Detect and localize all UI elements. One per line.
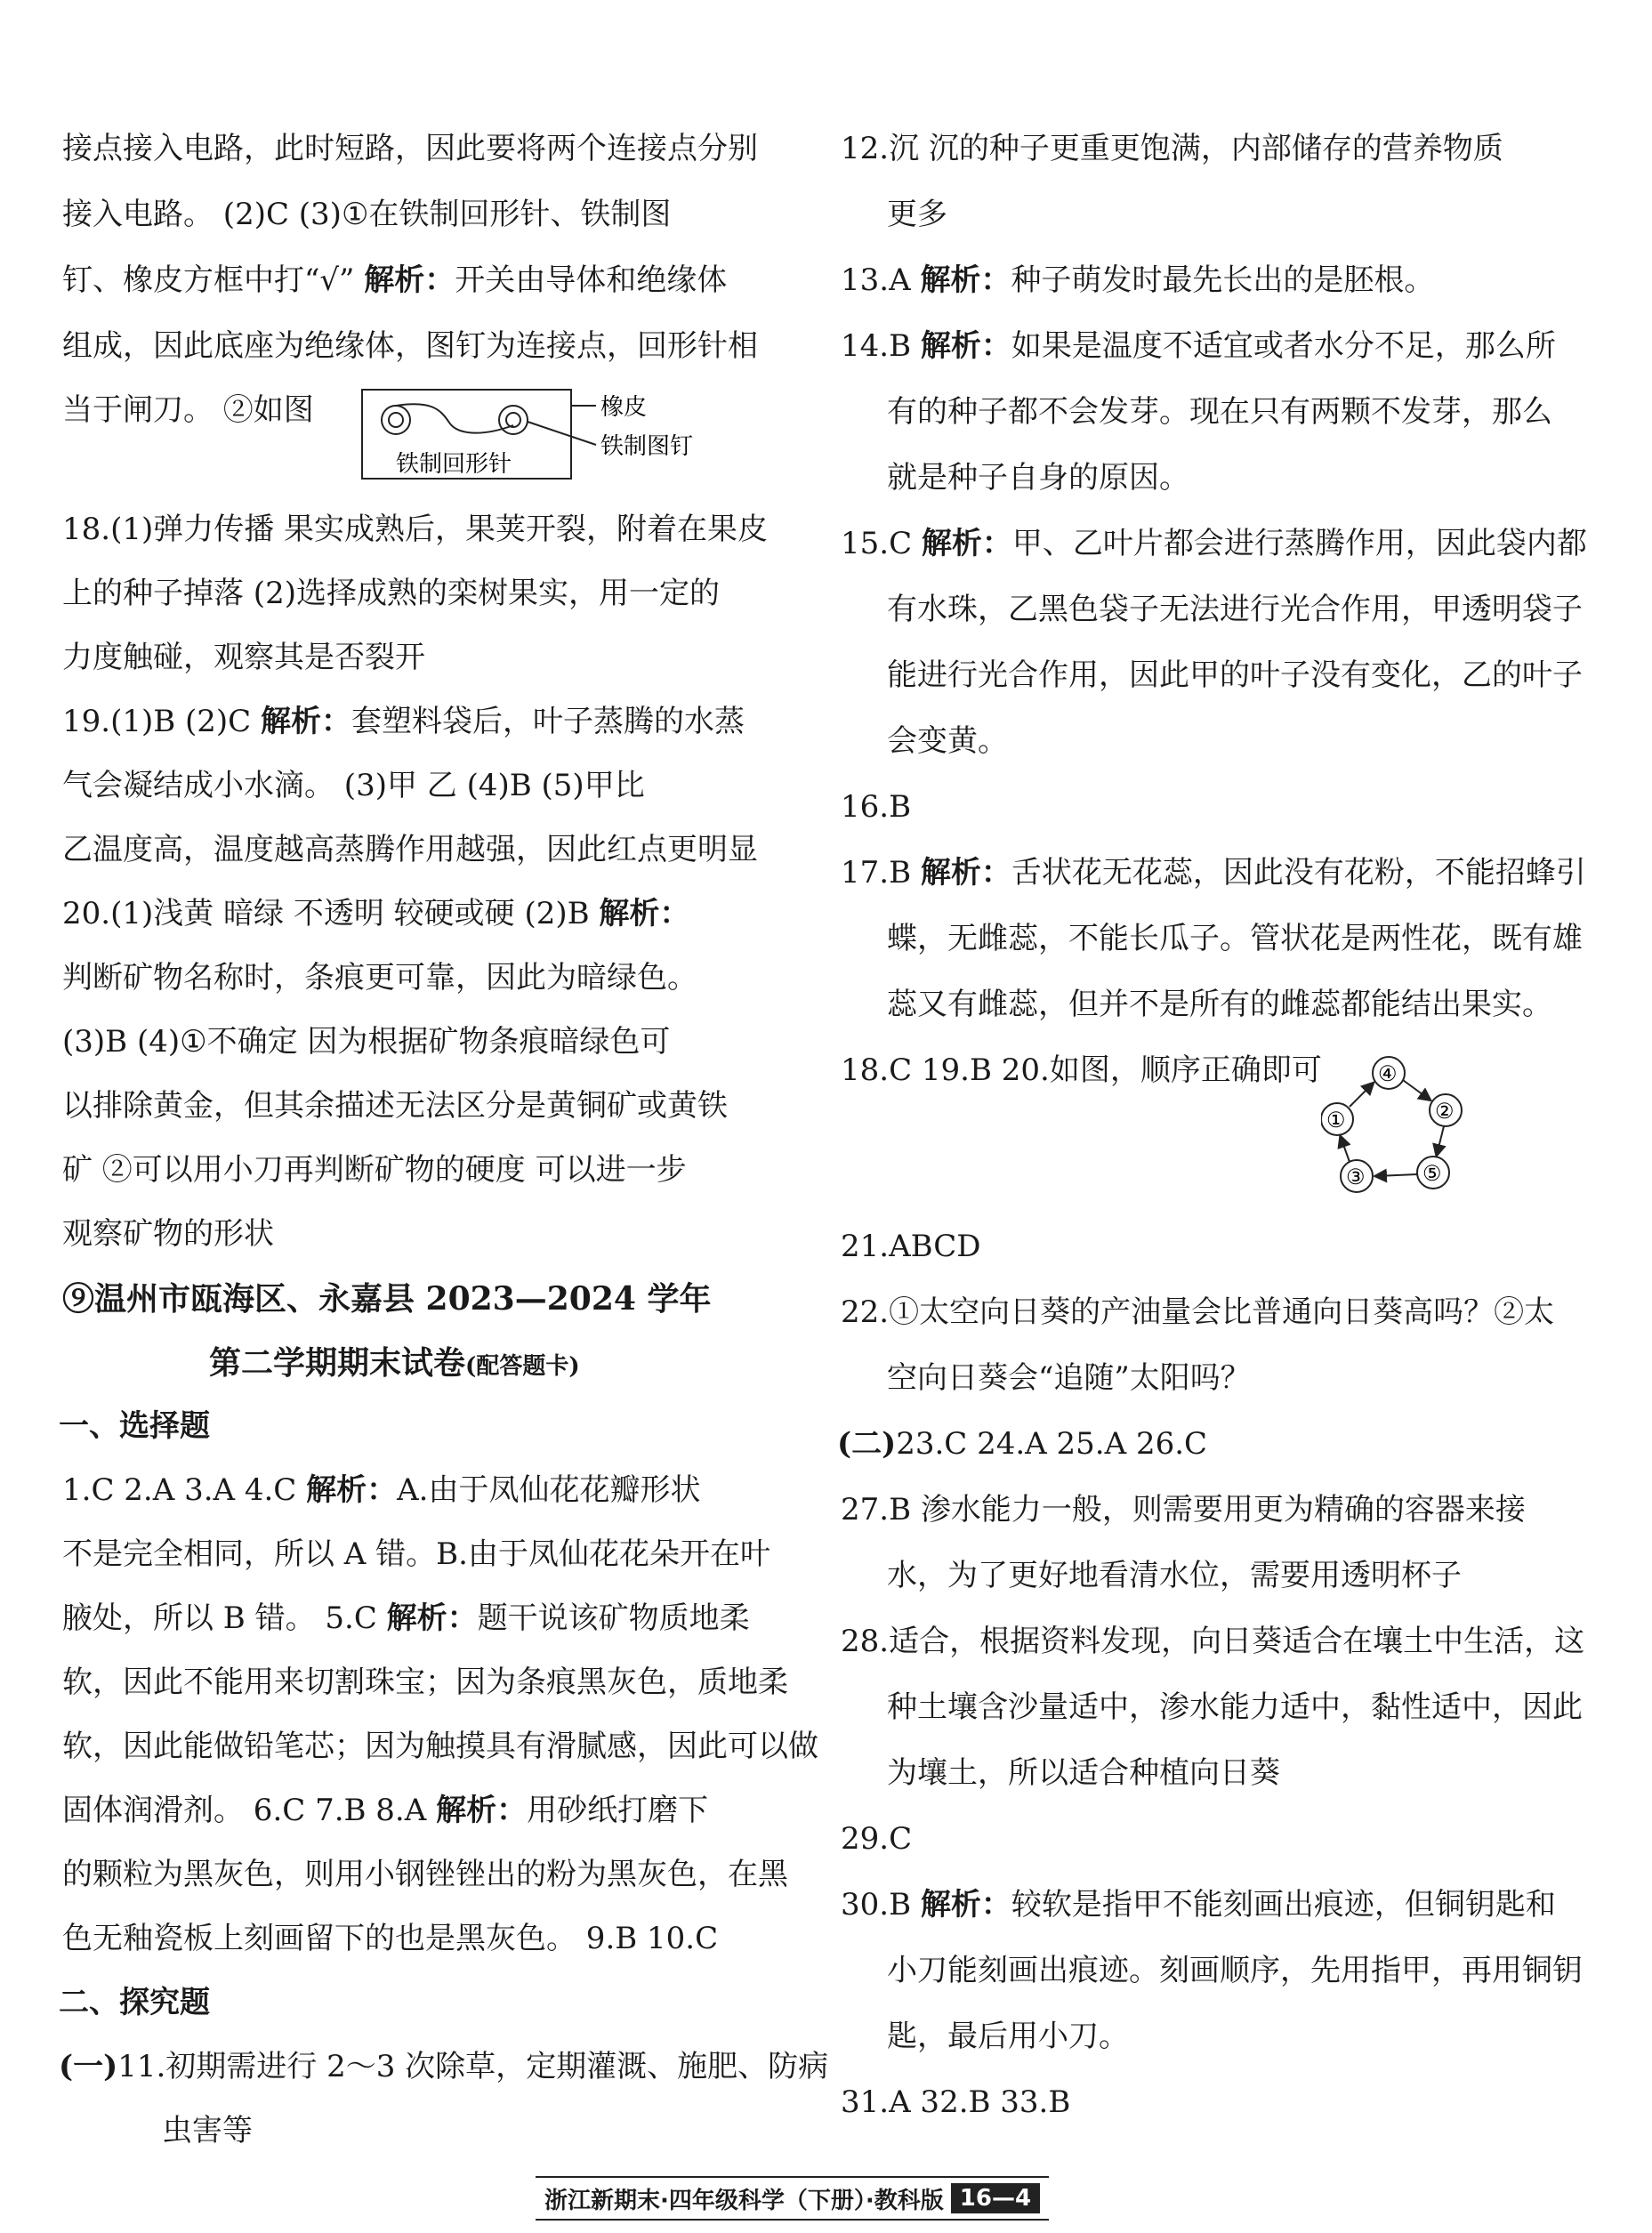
text-line: 有水珠，乙黑色袋子无法进行光合作用，甲透明袋子	[887, 592, 1583, 627]
text-line: 蕊又有雌蕊，但并不是所有的雌蕊都能结出果实。	[887, 987, 1552, 1022]
text-line: 1.C 2.A 3.A 4.C 解析：A.由于凤仙花花瓣形状	[62, 1472, 701, 1508]
text-line: 31.A 32.B 33.B	[841, 2084, 1071, 2120]
text-line: 21.ABCD	[841, 1229, 981, 1264]
text-line: 30.B 解析：较软是指甲不能刻画出痕迹，但铜钥匙和	[841, 1887, 1556, 1923]
text-line: (二)23.C 24.A 25.A 26.C	[837, 1426, 1208, 1462]
text-line: 22.①太空向日葵的产油量会比普通向日葵高吗？②太	[841, 1294, 1555, 1330]
text-line: 当于闸刀。 ②如图	[62, 392, 314, 428]
text-line: 以排除黄金，但其余描述无法区分是黄铜矿或黄铁	[62, 1088, 728, 1124]
text-line: 13.A 解析：种子萌发时最先长出的是胚根。	[841, 262, 1435, 298]
text-line: 15.C 解析：甲、乙叶片都会进行蒸腾作用，因此袋内都	[841, 526, 1587, 561]
text-line: 软，因此不能用来切割珠宝；因为条痕黑灰色，质地柔	[62, 1665, 788, 1700]
text-line: 力度触碰，观察其是否裂开	[62, 640, 425, 675]
cycle-node-1: ①	[1326, 1108, 1346, 1133]
text-line: 为壤土，所以适合种植向日葵	[887, 1755, 1280, 1791]
fig-label-eraser: 橡皮	[600, 394, 648, 421]
page-footer	[536, 2176, 1049, 2221]
fig-label-clip: 铁制回形针	[396, 451, 512, 478]
text-line: 14.B 解析：如果是温度不适宜或者水分不足，那么所	[841, 328, 1556, 364]
text-line: 矿 ②可以用小刀再判断矿物的硬度 可以进一步	[62, 1152, 687, 1188]
text-line: 20.(1)浅黄 暗绿 不透明 较硬或硬 (2)B 解析：	[62, 896, 690, 931]
cycle-node-3: ③	[1346, 1165, 1366, 1189]
text-line: 接点接入电路，此时短路，因此要将两个连接点分别	[62, 131, 758, 166]
text-line: 固体润滑剂。 6.C 7.B 8.A 解析：用砂纸打磨下	[62, 1793, 709, 1828]
text-line: 就是种子自身的原因。	[887, 460, 1189, 496]
exam-subtitle: 第二学期期末试卷(配答题卡)	[209, 1344, 580, 1382]
footer-title: 浙江新期末·四年级科学（下册）·教科版	[544, 2187, 944, 2214]
text-line: 18.C 19.B 20.如图，顺序正确即可	[841, 1052, 1322, 1088]
text-line: 17.B 解析：舌状花无花蕊，因此没有花粉，不能招蜂引	[841, 855, 1586, 891]
text-line: 水，为了更好地看清水位，需要用透明杯子	[887, 1558, 1462, 1593]
text-line: 蝶，无雌蕊，不能长瓜子。管状花是两性花，既有雄	[887, 921, 1583, 956]
text-line: 接入电路。 (2)C (3)①在铁制回形针、铁制图	[62, 197, 672, 232]
text-line: 钉、橡皮方框中打“√” 解析：开关由导体和绝缘体	[62, 262, 728, 298]
text-line: 色无釉瓷板上刻画留下的也是黑灰色。 9.B 10.C	[62, 1921, 719, 1956]
cycle-node-4: ④	[1378, 1061, 1398, 1086]
text-line: 会变黄。	[887, 723, 1008, 759]
text-line: 28.适合，根据资料发现，向日葵适合在壤土中生活，这	[841, 1624, 1585, 1659]
text-line: 不是完全相同，所以 A 错。B.由于凤仙花花朵开在叶	[62, 1536, 770, 1572]
text-line: 更多	[887, 197, 947, 232]
text-line: 腋处，所以 B 错。 5.C 解析：题干说该矿物质地柔	[62, 1600, 750, 1636]
text-line: 种土壤含沙量适中，渗水能力适中，黏性适中，因此	[887, 1689, 1583, 1725]
text-line: 能进行光合作用，因此甲的叶子没有变化，乙的叶子	[887, 657, 1583, 693]
text-line: 观察矿物的形状	[62, 1216, 274, 1252]
text-line: 软，因此能做铅笔芯；因为触摸具有滑腻感，因此可以做	[62, 1729, 818, 1764]
cycle-diagram-figure	[1321, 1050, 1463, 1201]
text-line: 的颗粒为黑灰色，则用小钢锉锉出的粉为黑灰色，在黑	[62, 1857, 788, 1892]
text-line: 空向日葵会“追随”太阳吗？	[887, 1360, 1251, 1396]
switch-diagram-figure	[360, 383, 778, 489]
text-line: 12.沉 沉的种子更重更饱满，内部储存的营养物质	[841, 131, 1503, 166]
cycle-node-2: ②	[1435, 1099, 1455, 1124]
section-heading: 二、探究题	[59, 1985, 210, 2020]
page-number: 16—4	[951, 2183, 1040, 2213]
text-line: (一)11.初期需进行 2～3 次除草，定期灌溉、施肥、防病	[59, 2049, 829, 2084]
text-line: 气会凝结成小水滴。 (3)甲 乙 (4)B (5)甲比	[62, 768, 645, 803]
section-heading: 一、选择题	[59, 1408, 210, 1444]
exam-title: ⑨温州市瓯海区、永嘉县 2023—2024 学年	[62, 1280, 712, 1318]
text-line: (3)B (4)①不确定 因为根据矿物条痕暗绿色可	[62, 1024, 671, 1060]
text-line: 27.B 渗水能力一般，则需要用更为精确的容器来接	[841, 1492, 1526, 1528]
text-line: 29.C	[841, 1821, 913, 1857]
fig-label-pin: 铁制图钉	[600, 433, 694, 460]
text-line: 小刀能刻画出痕迹。刻画顺序，先用指甲，再用铜钥	[887, 1953, 1583, 1988]
text-line: 16.B	[841, 789, 912, 825]
text-line: 18.(1)弹力传播 果实成熟后，果荚开裂，附着在果皮	[62, 512, 769, 547]
text-line: 上的种子掉落 (2)选择成熟的栾树果实，用一定的	[62, 576, 720, 611]
text-line: 有的种子都不会发芽。现在只有两颗不发芽，那么	[887, 394, 1552, 430]
text-line: 虫害等	[162, 2113, 253, 2148]
text-line: 判断矿物名称时，条痕更可靠，因此为暗绿色。	[62, 960, 697, 996]
text-line: 匙，最后用小刀。	[887, 2019, 1129, 2054]
cycle-node-5: ⑤	[1422, 1161, 1442, 1186]
text-line: 组成，因此底座为绝缘体，图钉为连接点，回形针相	[62, 328, 758, 364]
text-line: 乙温度高，温度越高蒸腾作用越强，因此红点更明显	[62, 832, 758, 867]
text-line: 19.(1)B (2)C 解析：套塑料袋后，叶子蒸腾的水蒸	[62, 704, 745, 739]
